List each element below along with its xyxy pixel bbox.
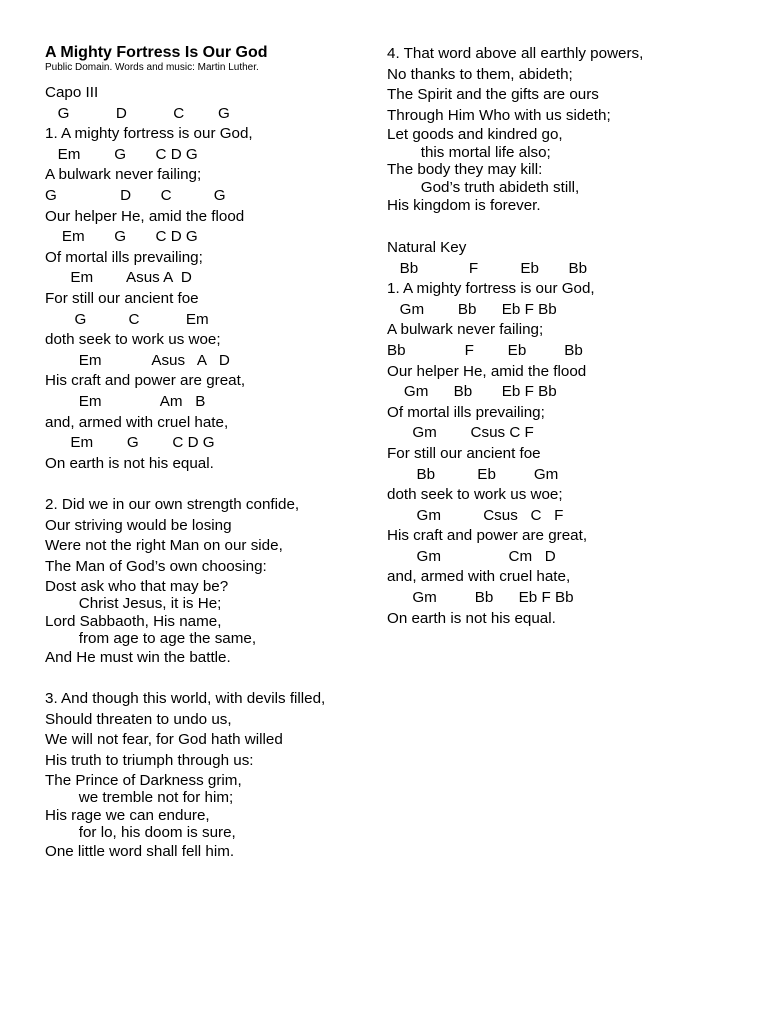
lyric-line: The Man of God’s own choosing: [45,558,267,576]
lyric-line: One little word shall fell him. [45,842,235,860]
lyric-line: Of mortal ills prevailing; [45,248,203,266]
lyric-line: doth seek to work us woe; [45,331,221,349]
lyric-line: No thanks to them, abideth; [387,65,573,83]
capo-section [45,83,380,474]
verse-3 [45,689,380,862]
lyric-line: And He must win the battle. [45,648,231,666]
lyric-line: Gm Bb Eb F Bb [387,383,557,401]
lyric-line: Capo III [45,84,99,101]
lyric-line: 3. And though this world, with devils filled, [45,690,326,708]
lyric-line: For still our ancient foe [45,289,199,307]
lyric-line: His craft and power are great, [45,372,246,390]
left-column [45,44,380,862]
lyric-line: For still our ancient foe [387,444,541,462]
lyric-line: Em G C D G [45,228,198,246]
lyric-line: Gm Csus C F [387,424,534,442]
lyric-line: The Prince of Darkness grim, [45,771,242,789]
lyric-line: 4. That word above all earthly powers, [387,45,644,62]
lyric-line: Em Asus A D [45,351,230,369]
lyric-line: His truth to triumph through us: [45,752,254,770]
lyric-line: Our helper He, amid the flood [387,362,587,380]
lyric-line: His craft and power are great, [387,527,588,545]
natural-key-section [387,238,757,629]
lyric-line: Our helper He, amid the flood [45,207,245,225]
lyric-line: Em G C D G [45,145,198,163]
lyric-line: Natural Key [387,238,467,256]
lyric-line: The Spirit and the gifts are ours [387,86,599,104]
lyric-line: 1. A mighty fortress is our God, [45,125,253,143]
lyric-line: Christ Jesus, it is He; [45,595,222,613]
lyric-line: On earth is not his equal. [387,609,556,627]
lyric-line: G D C G [45,104,230,122]
lyric-line: 2. Did we in our own strength confide, [45,496,300,514]
lyric-line: Gm Csus C F [387,506,564,524]
lyric-line: doth seek to work us woe; [387,486,563,504]
lyric-line: from age to age the same, [45,630,257,648]
lyric-line: Of mortal ills prevailing; [387,403,545,421]
lyric-line: Gm Bb Eb F Bb [387,589,574,607]
verse-2 [45,495,380,668]
lyric-line: we tremble not for him; [45,789,234,807]
lyric-line: Gm Cm D [387,547,556,565]
lyric-line: Were not the right Man on our side, [45,537,283,555]
lyric-line: this mortal life also; [387,143,551,161]
right-column [387,44,757,629]
song-title: A Mighty Fortress Is Our God [45,44,268,61]
lyric-line: Bb F Eb Bb [387,341,583,359]
lyric-line: His kingdom is forever. [387,197,541,215]
lyric-line: Through Him Who with us sideth; [387,106,611,124]
lyric-line: Let goods and kindred go, [387,126,563,144]
lyric-line: and, armed with cruel hate, [387,568,571,586]
lyric-line: The body they may kill: [387,161,543,179]
lyric-line: A bulwark never failing; [45,166,202,184]
lyric-line: and, armed with cruel hate, [45,413,229,431]
lyric-line: Em Asus A D [45,269,192,287]
lyric-line: On earth is not his equal. [45,454,214,472]
lyric-line: Should threaten to undo us, [45,710,232,728]
lyric-line: Bb Eb Gm [387,465,559,483]
lyric-line: Em G C D G [45,434,215,452]
verse-4 [387,44,757,217]
lyric-line: 1. A mighty fortress is our God, [387,280,595,298]
song-credits: Public Domain. Words and music: Martin Luther. [45,62,259,73]
lyric-line: Em Am B [45,392,206,410]
lyric-line: We will not fear, for God hath willed [45,731,283,749]
lyric-line: G D C G [45,186,226,204]
lyric-line: for lo, his doom is sure, [45,824,236,842]
lyric-line: Lord Sabbaoth, His name, [45,612,222,630]
lyric-line: Gm Bb Eb F Bb [387,300,557,318]
lyric-line: Our striving would be losing [45,516,232,534]
lyric-line: Dost ask who that may be? [45,577,229,595]
lyric-line: A bulwark never failing; [387,321,544,339]
lyric-line: God’s truth abideth still, [387,178,580,196]
lyric-line: Bb F Eb Bb [387,259,588,277]
lyric-line: His rage we can endure, [45,806,210,824]
lyric-line: G C Em [45,310,209,328]
